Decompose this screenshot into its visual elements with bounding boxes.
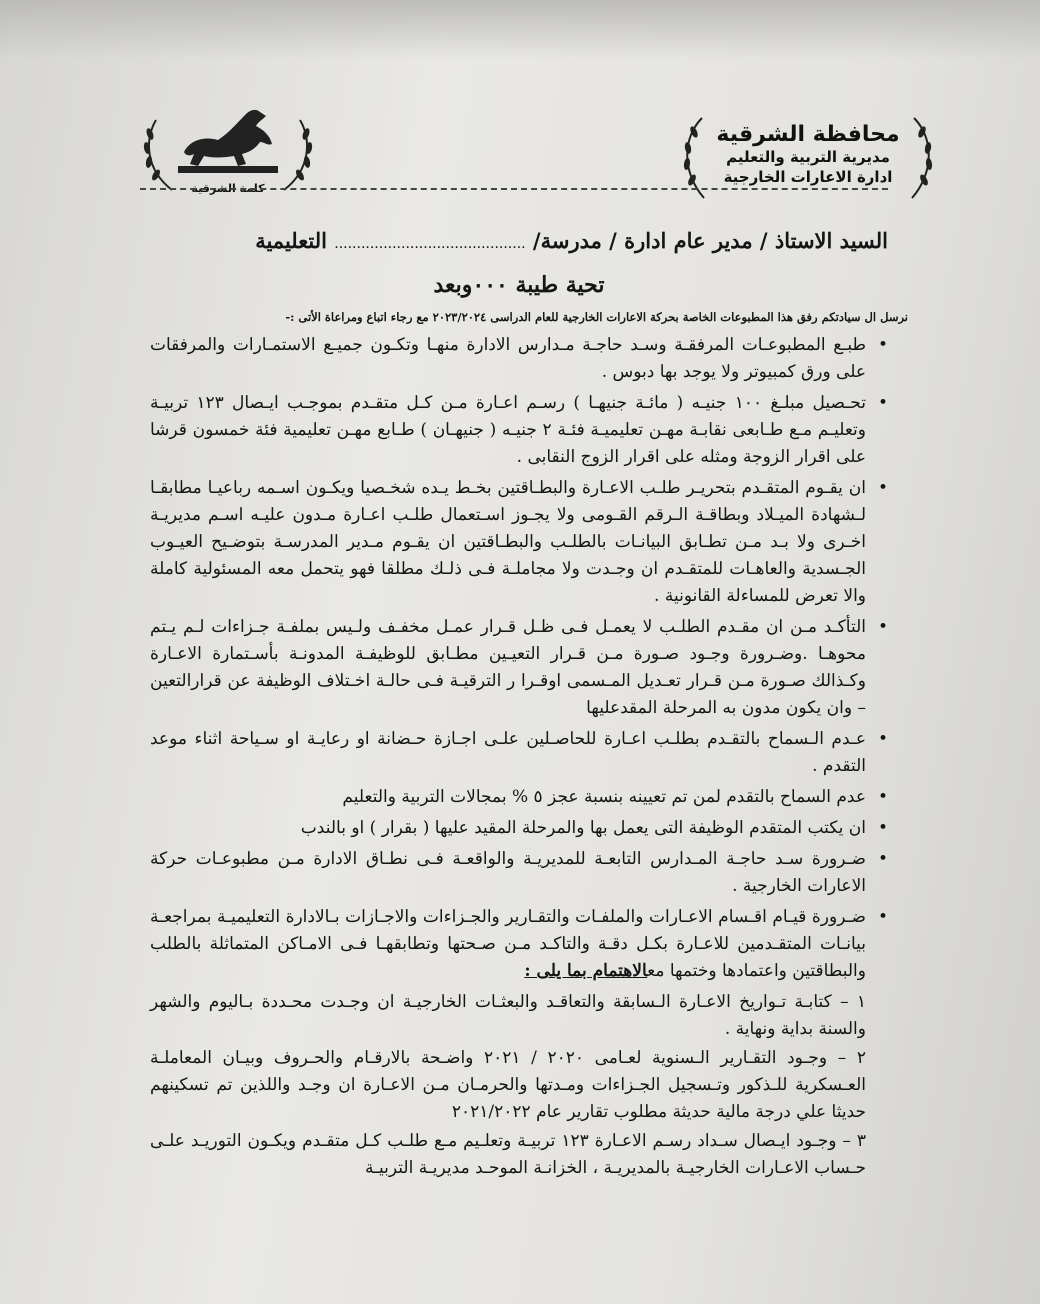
sub-item-1: ١ – كتابـة تـواريخ الاعـارة الـسابقة والتعاقـد والبعثـات الخارجيـة ان وجـدت محـددة بـاليوم والشهر والسنة بداية ونهاية . [150,992,866,1039]
intro-paragraph: نرسل ال سيادتكم رفق هذا المطبوعات الخاصة بحركة الاعارات الخارجية للعام الدراسى ٢٠٢٣/٢٠٢٤ مع رجاء اتباع ومراعاة الأتى :- [285,310,908,324]
greeting: تحية طيبة ٠٠٠وبعد [433,272,605,298]
list-item [150,726,888,780]
list-item [150,475,888,610]
list-item-text: ضـرورة قيـام اقـسام الاعـارات والملفـات والتقـارير والجـزاءات والاجـازات بـالادارة التعليميـة بمراجعـة بيانـات المتقـدمين للاعـارة بكـل دقـة والتاكـد مـن صـحتها وتطابقهـا فـى الامـاكن المتماثلة بالطلب والبطاقتين واعتمادها وختمها مع [150,907,866,981]
wreath-right-icon [904,108,944,208]
list-item-text: عـدم الـسماح بالتقـدم بطلـب اعـارة للحاصـلين علـى اجـازة حـضانة او رعايـة او سـياحة اثناء موعد التقدم . [150,729,866,776]
addressee-suffix: التعليمية [255,228,327,253]
governorate-name: محافظة الشرقية [716,122,900,147]
list-item [150,614,888,722]
emphasis-text: الاهتمام بما يلى : [524,961,648,981]
sub-item-3: ٣ – وجـود ايـصال سـداد رسـم الاعـارة ١٢٣ تربيـة وتعلـيم مـع طلـب كـل متقـدم ويكـون التوريـد علـى حـساب الاعـارات الخارجيـة بالمديريـة ، الخزانـة الموحـد مديريـة التربيـة [150,1131,866,1178]
header-divider [140,188,888,190]
list-item [150,332,888,386]
list-item-text: طبـع المطبوعـات المرفقـة وسـد حاجـة مـدارس الادارة منهـا وتكـون جميـع الاستمـارات والمرفقات على ورق كمبيوتر ولا يوجد بها دبوس . [150,335,866,382]
bullet-icon: • [877,729,888,749]
bullet-icon: • [877,849,888,869]
list-item [150,784,888,811]
department-name: ادارة الاعارات الخارجية [723,168,893,186]
bullet-icon: • [877,617,888,637]
list-item-text: التأكـد مـن ان مقـدم الطلـب لا يعمـل فـى ظـل قـرار عمـل مخفـف ولـيس بملفـة جـزاءات لـم يـتم محوهـا .وضـرورة وجـود صـورة مـن قـرار التعيـين مطـابق للوظيفـة المدونـة بأسـتمارة الاعـارة وكـذالك صـورة مـن قـرار تعـديل المـسمى اوقـرا ر الترقيـة فـى حالـة اخـتلاف الوظيفة عن قرارالتعين – وان يكون مدون به المرحلة المقدعليها [150,617,866,718]
list-item-text: عدم السماح بالتقدم لمن تم تعيينه بنسبة عجز ٥ % بمجالات التربية والتعليم [342,787,866,807]
list-item [150,815,888,842]
list-item-text: ضـرورة سـد حاجـة المـدارس التابعـة للمديريـة والواقعـة فـى نطـاق الادارة مـن مطبوعـات حركة الاعارات الخارجية . [150,849,866,896]
bullet-icon: • [877,393,888,413]
bullet-icon: • [877,818,888,838]
list-item [150,904,888,985]
addressee-blank: ........................................... [334,236,526,252]
right-emblem [672,108,944,208]
list-item-text: ان يقـوم المتقـدم بتحريـر طلـب الاعـارة والبطـاقتين بخـط يـده شخـصيا ويكـون اسـمه رباعيـا مطابقـا لـشهادة الميـلاد وبطاقـة الـرقم القـومى ولا يجـوز اسـتعمال طلـب اعـارة مـدون عليـه اسـم مديريـة اخـرى ولا بـد مـن تطـابق البيانـات بالطلـب والبطـاقتين ان يقـوم مـدير المدرسـة بتوضـيح العيـوب الجـسدية والعاهـات للمتقـدم ان وجـدت ولا مجاملـة فـى ذلـك مطلقا فهو يتحمل معه المسئولية كاملة والا تعرض للمساءلة القانونية . [150,478,866,606]
list-item [150,390,888,471]
list-item [150,846,888,900]
addressee-prefix: السيد الاستاذ / مدير عام ادارة / مدرسة/ [532,228,888,253]
sub-item-2: ٢ – وجـود التقـارير الـسنوية لعـامى ٢٠٢٠ / ٢٠٢١ واضـحة بالارقـام والحـروف وبيـان المعاملـة العـسكرية للـذكور وتـسجيل الجـزاءات ومـدتها والحرمـان مـن الاعـارة ان وجـد واللذين تم تسكينهم حديثا علي درجة مالية حديثة مطلوب تقارير عام ٢٠٢١/٢٠٢٢ [150,1048,866,1122]
list-item-text: ان يكتب المتقدم الوظيفة التى يعمل بها والمرحلة المقيد عليها ( بقرار ) او بالندب [300,818,866,838]
emblem-caption: كلمة الشرقية [191,182,265,195]
bullet-icon: • [877,335,888,355]
instructions-list [150,332,888,985]
addressee-line [150,228,888,262]
left-emblem [138,100,318,200]
bullet-icon: • [877,478,888,498]
wreath-left-icon [672,108,712,208]
list-item-text: تحـصيل مبلـغ ١٠٠ جنيـه ( مائـة جنيهـا ) رسـم اعـارة مـن كـل متقـدم بموجـب ايـصال ١٢٣ تربيـة وتعليـم مـع طـابعى نقابـة مهـن تعليميـة فئـة ٢ جنيـه ( جنيهـان ) طـابع مهـن تعليمية فئة خمسون قرشا على اقرار الزوجة ومثله على اقرار الزوج النقابى . [150,393,866,467]
bullet-icon: • [877,787,888,807]
paper-fold-shadow [0,0,1040,60]
letter-body [150,210,908,1184]
bullet-icon: • [877,907,888,927]
letterhead [0,100,1040,210]
directorate-name: مديرية التربية والتعليم [726,148,890,166]
